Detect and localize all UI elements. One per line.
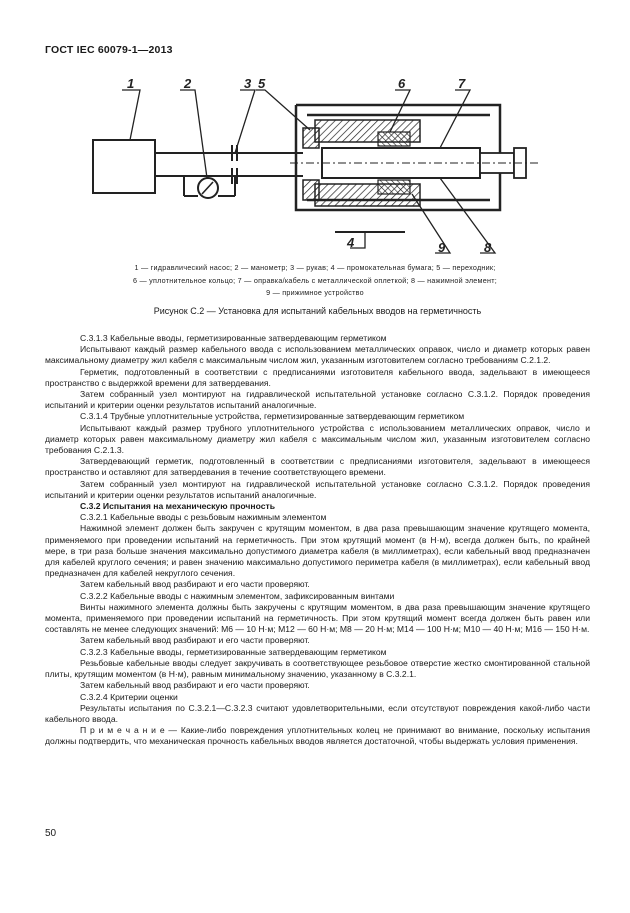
figure-label-1: 1	[127, 76, 135, 91]
section-heading: С.3.2 Испытания на механическую прочность	[80, 501, 275, 512]
paragraph: Затем собранный узел монтируют на гидравлической испытательной установке согласно С.3.1.2. Порядок проведения испытаний и критерии оценки результатов испытаний аналогичные.	[45, 478, 590, 500]
figure-label-2: 2	[184, 76, 192, 91]
paragraph: Затем кабельный ввод разбирают и его части проверяют.	[80, 635, 310, 646]
body-text	[45, 333, 590, 748]
pipe-lines	[155, 153, 303, 196]
hydraulic-pump-box	[93, 140, 155, 193]
figure-label-7: 7	[458, 76, 466, 91]
legend-line: 1 — гидравлический насос; 2 — манометр; 3 — рукав; 4 — промокательная бумага; 5 — переходник;	[134, 263, 496, 272]
paragraph: Затем кабельный ввод разбирают и его части проверяют.	[80, 680, 310, 691]
paragraph: Резьбовые кабельные вводы следует закручивать в соответствующее резьбовое отверстие жестко смонтированной стальной плиты, крутящим моментом (в Н·м), равным минимальному значению, указанному в С.3.2.1.	[45, 657, 590, 680]
document-header: ГОСТ IEC 60079-1—2013	[45, 44, 173, 56]
paragraph: Затвердевающий герметик, подготовленный в соответствии с предписаниями изготовителя, задельвают в имеющееся пространство и оставляют для затвердевания в течение соответствующего времени.	[45, 456, 590, 478]
figure-label-8: 8	[484, 240, 492, 255]
paragraph: С.3.2.2 Кабельные вводы с нажимным элементом, зафиксированным винтами	[80, 590, 395, 601]
paragraph: Герметик, подготовленный в соответствии с предписаниями изготовителя кабельного ввода, задельвают в имеющееся пространство с выдержкой времени для затвердевания.	[45, 366, 590, 388]
figure-label-3: 3	[244, 76, 252, 91]
legend-line: 9 — прижимное устройство	[266, 288, 364, 297]
paragraph: Затем собранный узел монтируют на гидравлической испытательной установке согласно С.3.1.2. Порядок проведения испытаний и критерии оценки результатов испытаний аналогичные.	[45, 389, 590, 411]
paragraph: Затем кабельный ввод разбирают и его части проверяют.	[80, 579, 310, 590]
paragraph: С.3.2.4 Критерии оценки	[80, 691, 178, 702]
figure-legend	[70, 262, 560, 300]
page-number: 50	[45, 828, 57, 839]
paragraph: С.3.2.3 Кабельные вводы, герметизированные затвердевающим герметиком	[80, 646, 387, 657]
paragraph: Испытывают каждый размер трубного уплотнительного устройства с использованием металлических оправок, число и диаметр которых равен максимальному диаметру жил кабеля с максимальным числом жил, указанным изготовителем согласно требования С.2.1.3.	[45, 422, 590, 456]
figure-label-9: 9	[438, 240, 446, 255]
mandrel-cable	[290, 148, 540, 178]
paragraph: Результаты испытания по С.3.2.1—С.3.2.3 считают удовлетворительными, если отсутствуют повреждения какой-либо части кабельного ввода.	[45, 702, 590, 724]
manometer	[198, 178, 218, 198]
legend-line: 6 — уплотнительное кольцо; 7 — оправка/кабель с металлической оплеткой; 8 — нажимной элемент;	[132, 275, 498, 285]
paragraph: С.3.2.1 Кабельные вводы с резьбовым нажимным элементом	[80, 512, 327, 523]
paragraph: С.3.1.4 Трубные уплотнительные устройства, герметизированные затвердевающим герметиком	[80, 411, 465, 422]
figure-label-5: 5	[258, 76, 266, 91]
paragraph: Винты нажимного элемента должны быть закручены с крутящим моментом, в два раза превышающим значение крутящего момента, применяемого при проведении испытаний на герметичность. При этом крутящий момент всегда должен быть равен или составлять не менее следующих значений: М6 — 10 Н·м; М12 — 60 Н·м; М8 — 20 Н·м; М14 — 100 Н·м; М10 — 40 Н·м; М16 — 150 Н·м.	[45, 601, 590, 635]
paragraph: С.3.1.3 Кабельные вводы, герметизированные затвердевающим герметиком	[80, 333, 387, 343]
figure-label-6: 6	[398, 76, 406, 91]
paragraph: Нажимной элемент должен быть закручен с крутящим моментом, в два раза превышающим значение крутящего момента, применяемого при проведении испытаний на герметичность. При этом крутящий момент (в Н·м), всегда должен быть, по крайней мере, в три раза больше значения максимально допустимого диаметра кабеля (в миллиметрах), если кабельный ввод предназначен для кабелей круглого сечения; и равен значению максимально допустимого периметра кабеля (в миллиметрах), если кабельный ввод предназначен для кабелей некруглого сечения.	[45, 523, 590, 579]
figure-label-4: 4	[347, 235, 355, 250]
figure-caption: Рисунок С.2 — Установка для испытаний кабельных вводов на герметичность	[153, 306, 482, 316]
paragraph: Испытывают каждый размер кабельного ввода с использованием металлических оправок, число и диаметр которых равен максимальному диаметру жил кабеля с максимальным числом жил, указанным изготовителем согласно требованиям С.2.1.2.	[45, 344, 590, 366]
note-paragraph: П р и м е ч а н и е — Какие-либо повреждения уплотнительных колец не принимают во внимание, поскольку испытания должны подтвердить, что механическая прочность кабельных вводов является достаточной, чтобы выдержать условия применения.	[45, 725, 590, 747]
test-setup-figure	[60, 70, 560, 270]
